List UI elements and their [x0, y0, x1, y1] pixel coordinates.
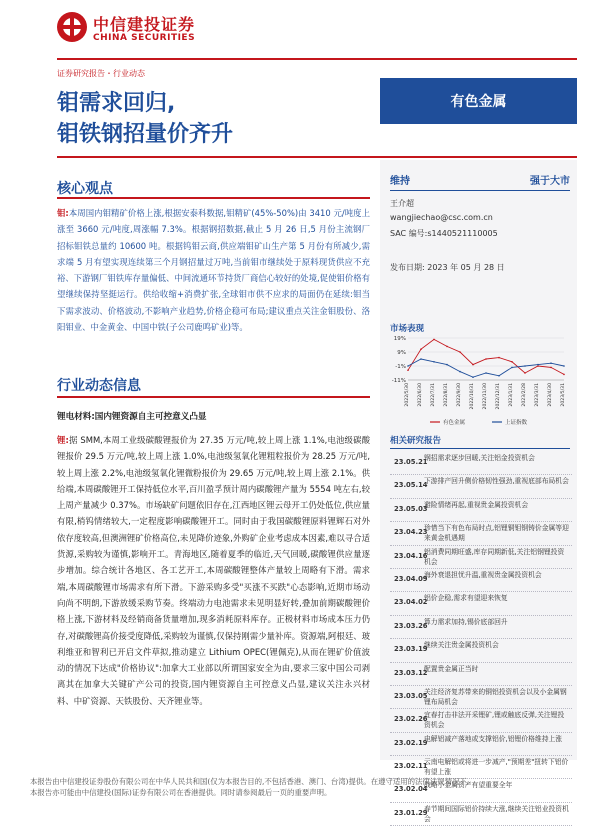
- related-report-item[interactable]: [390, 803, 572, 826]
- report-type: 证券研究报告・行业动态: [57, 69, 145, 78]
- chart-series-line: [408, 359, 564, 377]
- related-report-date: 23.03.05: [394, 691, 428, 700]
- core-view-heading: 核心观点: [57, 181, 113, 197]
- chart-y-tick-label: 9%: [397, 350, 406, 356]
- related-divider: [390, 448, 570, 449]
- chart-point: [485, 358, 487, 360]
- related-report-title: 珍惜当下有色布局时点,铝锂铜钼钢铸价金属等迎来黄金机遇期: [424, 524, 569, 543]
- related-report-title: 避险情绪再起,重视贵金属投资机会: [424, 500, 529, 509]
- chart-point: [472, 364, 474, 366]
- chart-point: [446, 346, 448, 348]
- related-report-date: 23.02.11: [394, 762, 428, 771]
- related-report-date: 23.02.19: [394, 738, 428, 747]
- chart-point: [485, 372, 487, 374]
- chart-point: [550, 362, 552, 364]
- rating-divider: [390, 190, 570, 191]
- news-heading: 行业动态信息: [57, 378, 141, 394]
- related-report-title: 电解铝减产落地或支撑铝价,铝锂价格维持上涨: [424, 734, 563, 743]
- related-report-title: 算力需求加持,锡价底部回升: [424, 617, 508, 626]
- related-report-date: 23.01.29: [394, 808, 428, 817]
- footer-line2: 本报告亦可能由中信建投(国际)证券有限公司在香港提供。同时请参阅最后一页的重要声明。: [30, 788, 332, 797]
- core-view-rule: [57, 197, 370, 199]
- rating-label: 维持: [390, 176, 410, 187]
- chart-point: [407, 365, 409, 367]
- related-report-item[interactable]: [390, 616, 572, 639]
- chart-legend-label: 有色金属: [443, 420, 466, 426]
- related-report-date: 23.02.04: [394, 785, 428, 794]
- chart-x-tick-label: 2023/4/30: [548, 383, 553, 407]
- related-report-item[interactable]: [390, 639, 572, 662]
- related-report-item[interactable]: [390, 546, 572, 569]
- chart-point: [420, 348, 422, 350]
- chart-point: [459, 371, 461, 373]
- related-report-date: 23.05.21: [394, 458, 428, 466]
- market-chart: [386, 334, 572, 430]
- rating-value: 强于大市: [530, 176, 570, 187]
- related-report-item[interactable]: [390, 686, 572, 709]
- chart-point: [537, 365, 539, 367]
- chart-legend-label: 上证指数: [505, 420, 528, 426]
- report-title-line2: 钼铁钢招量价齐升: [57, 122, 234, 147]
- chart-legend: [430, 418, 528, 426]
- related-report-title: 云南电解铝或将进一步减产,"预期差"扭转下铝价有望上涨: [424, 758, 569, 777]
- chart-y-tick-label: -1%: [395, 364, 406, 370]
- related-report-item[interactable]: [390, 733, 572, 756]
- related-report-date: 23.03.12: [394, 668, 428, 677]
- related-report-item[interactable]: [390, 569, 572, 592]
- rating-row: [390, 172, 570, 187]
- related-report-title: 春节期间国际铝价持续大涨,继续关注铝业投资机会: [424, 804, 569, 823]
- related-report-title: 下游排产回升侧价格韧性强劲,重视底部布局机会: [424, 477, 569, 486]
- chart-x-tick-label: 2023/2/28: [522, 383, 527, 407]
- chart-point: [446, 364, 448, 366]
- chart-x-tick-label: 2023/1/31: [509, 383, 514, 407]
- chart-point: [511, 361, 513, 363]
- chart-y-tick-label: 19%: [393, 336, 406, 342]
- chart-lines: [407, 339, 565, 378]
- related-report-date: 23.04.09: [394, 574, 428, 583]
- chart-point: [472, 376, 474, 378]
- chart-x-ticks: [404, 383, 566, 410]
- related-heading: 相关研究报告: [390, 436, 442, 446]
- news-rule: [57, 396, 370, 398]
- chart-point: [563, 365, 565, 367]
- related-report-item[interactable]: [390, 475, 572, 498]
- news-paragraph: [57, 432, 370, 709]
- chart-y-tick-label: -11%: [391, 378, 406, 384]
- chart-point: [433, 361, 435, 363]
- related-report-date: 23.04.16: [394, 551, 428, 560]
- chart-x-tick-label: 2022/10/31: [470, 383, 475, 410]
- related-report-date: 23.04.02: [394, 598, 428, 607]
- footer-line1: 本报告由中信建投证券股份有限公司在中华人民共和国(仅为本报告目的,不包括香港、澳门、台湾)提供。在遵守适用的法律法规情况下,: [30, 777, 470, 786]
- analyst-email[interactable]: wangjiechao@csc.com.cn: [390, 213, 493, 222]
- chart-point: [498, 357, 500, 359]
- footer-disclaimer: [30, 776, 590, 798]
- chart-point: [524, 365, 526, 367]
- chart-x-tick-label: 2022/9/30: [457, 383, 462, 407]
- news-lead: 锂:: [57, 435, 69, 445]
- related-report-date: 23.04.23: [394, 528, 428, 537]
- publish-date: 发布日期: 2023 年 05 月 28 日: [390, 263, 505, 272]
- report-title-line1: 钼需求回归,: [57, 91, 176, 116]
- chart-y-ticks: [392, 336, 406, 384]
- related-report-title: 钢招需求逐步回暖,关注铝金投资机会: [424, 454, 535, 462]
- chart-point: [459, 351, 461, 353]
- related-report-date: 23.05.03: [394, 504, 428, 513]
- title-divider: [57, 156, 577, 158]
- related-report-title: 战略小金属资产有望重要全年: [424, 781, 513, 790]
- chart-x-tick-label: 2023/3/31: [535, 383, 540, 407]
- related-report-title: 配置贵金属正当时: [424, 664, 479, 673]
- header: [0, 0, 600, 60]
- chart-series-line: [408, 339, 564, 374]
- brand-name-en: CHINA SECURITIES: [93, 33, 196, 43]
- chart-x-tick-label: 2022/7/31: [431, 383, 436, 407]
- related-report-item[interactable]: [390, 522, 572, 545]
- chart-x-tick-label: 2022/12/31: [496, 383, 501, 410]
- analyst-name: 王介超: [390, 199, 414, 208]
- sector-label: 有色金属: [380, 78, 577, 124]
- market-heading: 市场表现: [390, 324, 425, 334]
- chart-point: [433, 339, 435, 341]
- core-view-paragraph: [57, 205, 370, 335]
- chart-point: [563, 374, 565, 376]
- analyst-sac: SAC 编号:s1440521110005: [390, 229, 498, 238]
- related-report-date: 23.03.26: [394, 621, 428, 630]
- related-report-date: 23.05.14: [394, 481, 428, 490]
- related-report-date: 23.03.19: [394, 645, 428, 654]
- chart-x-tick-label: 2022/11/30: [483, 383, 488, 410]
- brand-name-cn: 中信建投证券: [93, 15, 196, 34]
- chart-point: [498, 375, 500, 377]
- chart-x-tick-label: 2023/5/31: [561, 383, 566, 407]
- chart-point: [407, 369, 409, 371]
- related-report-title: 继续关注贵金属投资机会: [424, 641, 499, 650]
- news-text: 据 SMM,本周工业级碳酸锂报价为 27.35 万元/吨,较上周上涨 1.1%,电池级碳酸锂报价 29.5 万元/吨,较上周上涨 1.0%,电池级氢氧化锂粗粒报价为 28.25 万元/吨,较上周上涨 2.2%,电池级氢氧化锂微粉报价为 29.65 万元/吨,较上周上涨 2.1%。供给端,本周碳酸锂开工保持低位水平,百川盈孚预计周内碳酸锂产量为 5554 吨左右,较上周产量减少 0.37%。市场缺矿问题依旧存在,江西地区锂云母开工仍处低位,供应量有限,梢钨情绪较大,一定程度影响碳酸锂开工。同时由于我国碳酸锂原料锂辉石对外依存度较高,但澳洲锂矿价格高位,未见降价迹象,外购矿企业考虑成本因素,难以寻合适货源,采购较为谨慎,影响开工。青海地区,随着夏季的临近,天气回暖,碳酸锂供应量逐步增加。综合统计各地区、各工艺开工,本周碳酸锂整体产量较上周略有下滑。需求端,本周碳酸锂市场需求有所下滑。下游采购多受"买涨不买跌"心态影响,近期市场动向尚不明朗,下游放缓采购节奏。终端动力电池需求未见明显好转,叠加前期碳酸锂价格上涨,下游材料及经销商备货量增加,现多消耗原料库存。正极材料市场成本压力仍存,对碳酸锂高价接受度降低,采购较为谨慎,仅保持刚需少量补库。资源端,阿根廷、玻利维亚和智利已开启文件草拟,推动建立 Lithium OPEC(锂佩克),从而在锂矿价值波动的情况下达成"价格协议":加拿大工业部以所谓国家安全为由,要求三家中国公司剥离其在加拿大关键矿产公司的投资,国内锂资源自主可控意义凸显,建议关注永兴材料、中矿资源、天铁股份、天齐锂业等。: [57, 435, 370, 706]
- related-report-title: 铝消费同期旺盛,库存同期新低,关注铝钢锂投资机会: [424, 547, 565, 566]
- chart-point: [420, 358, 422, 360]
- related-report-item[interactable]: [390, 592, 572, 615]
- chart-x-tick-label: 2022/5/30: [405, 383, 410, 407]
- chart-point: [550, 367, 552, 369]
- related-report-title: 关注经济复苏带来的铜铝投资机会以及小金属钢锂布局机会: [424, 687, 567, 706]
- core-view-text: 本周国内钼精矿价格上涨,根据安泰科数据,钼精矿(45%-50%)由 3410 元/吨度上涨至 3660 元/吨度,周涨幅 7.3%。根据钢招数据,截止 5 月 26 日,5 月份主流钢厂招标钼铁总量约 10600 吨。根据钨钼云商,供应端钼矿山生产第 5 月份有所减少,需求端 5 月有望实现连续第三个月钢招量过万吨,当前钼市继续处于原料现货供应不充裕、下游钢厂钼铁库存量偏低、中间流通环节持货厂商信心较好的处境,促使钼价格有望继续保持坚挺运行。供给收缩+消费扩张,全球钼市供不应求的局面仍在延续:钼当下需求波动、价格波动,不影响产业趋势,价格企稳可布局;建议重点关注金钼股份、洛阳钼业、中金黄金、中国中铁(子公司鹿鸣矿业)等。: [57, 208, 370, 333]
- related-report-title: 海外衰退担忧升温,重视贵金属投资机会: [424, 570, 542, 579]
- related-report-title: 宜春打击非法开采锂矿,锂或触底反弹,关注锂投资机会: [424, 711, 565, 730]
- related-report-item[interactable]: [390, 663, 572, 686]
- related-report-item[interactable]: [390, 709, 572, 732]
- header-divider: [57, 58, 577, 60]
- related-report-title: 铝价企稳,需求有望迎来恢复: [424, 594, 508, 603]
- brand-logo-icon: [57, 12, 87, 42]
- chart-x-tick-label: 2022/6/30: [418, 383, 423, 407]
- related-report-date: 23.02.26: [394, 715, 428, 724]
- chart-point: [511, 367, 513, 369]
- related-report-item[interactable]: [390, 499, 572, 522]
- chart-x-tick-label: 2022/8/31: [444, 383, 449, 407]
- core-view-lead: 钼:: [57, 208, 69, 218]
- related-report-item[interactable]: [390, 452, 572, 475]
- chart-point: [537, 364, 539, 366]
- related-list: [390, 452, 572, 826]
- news-subheading: 锂电材料:国内锂资源自主可控意义凸显: [57, 412, 207, 422]
- chart-point: [524, 372, 526, 374]
